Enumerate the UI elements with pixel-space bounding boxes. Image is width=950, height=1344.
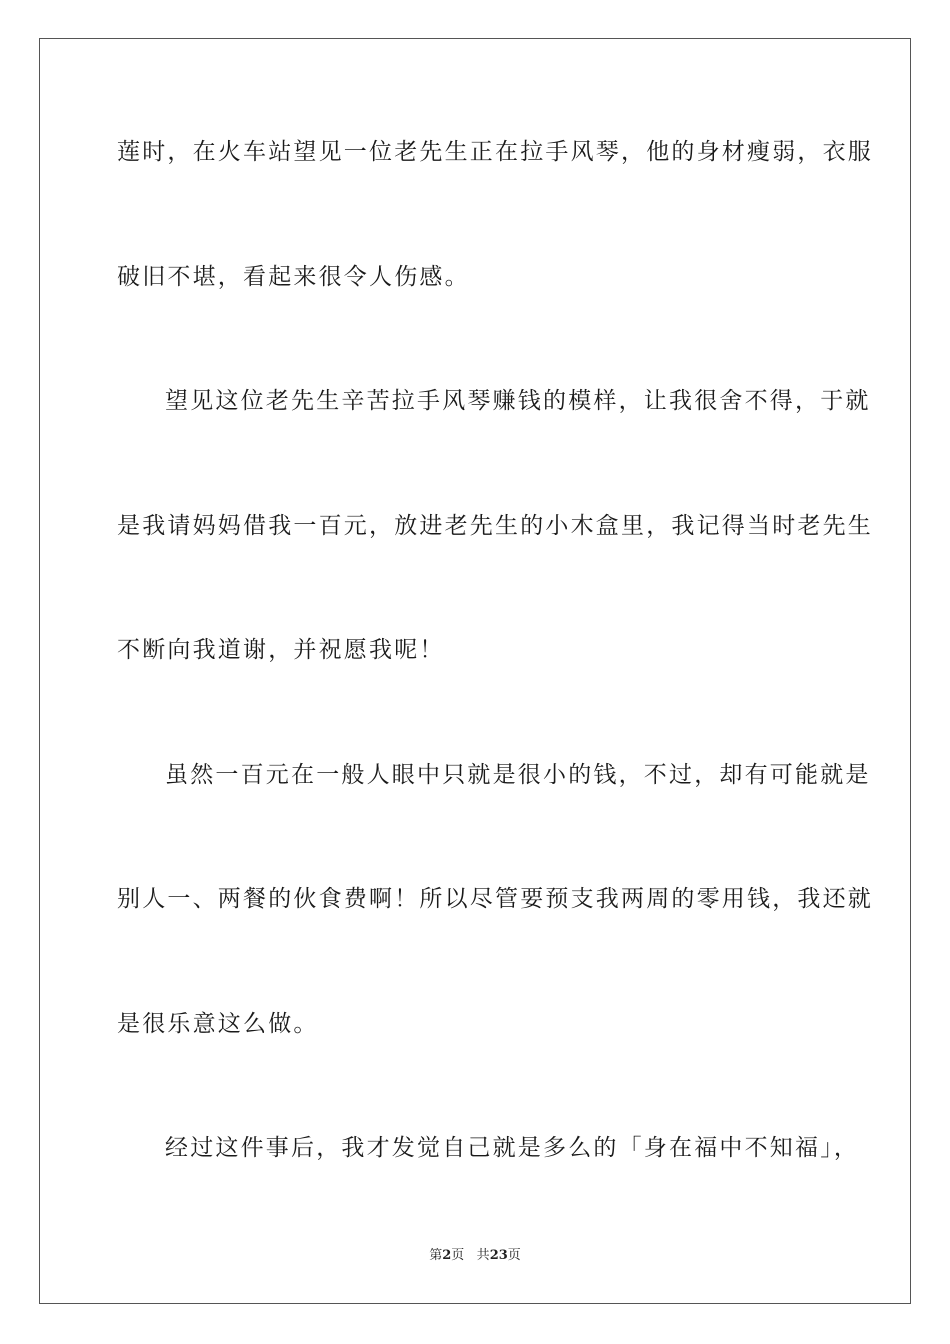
- paragraph-start-line: 经过这件事后，我才发觉自己就是多么的「身在福中不知福」，: [165, 1135, 860, 1161]
- page-number: 2: [442, 1248, 452, 1263]
- page-border: [39, 38, 911, 1304]
- page-prefix: 第: [429, 1248, 443, 1263]
- paragraph-start-line: 望见这位老先生辛苦拉手风琴赚钱的模样，让我很舍不得，于就: [165, 388, 871, 414]
- paragraph-start-line: 虽然一百元在一般人眼中只就是很小的钱，不过，却有可能就是: [165, 762, 871, 788]
- body-text-line: 是我请妈妈借我一百元，放进老先生的小木盒里，我记得当时老先生: [117, 513, 873, 539]
- body-text-line: 莲时，在火车站望见一位老先生正在拉手风琴，他的身材瘦弱，衣服: [117, 139, 873, 165]
- page-suffix: 页: [451, 1248, 465, 1263]
- body-text-line: 破旧不堪，看起来很令人伤感。: [117, 264, 470, 290]
- total-pages: 23: [489, 1248, 508, 1263]
- page-footer: [0, 1247, 950, 1265]
- total-prefix: 共: [476, 1248, 490, 1263]
- body-text-line: 别人一、两餐的伙食费啊！所以尽管要预支我两周的零用钱，我还就: [117, 886, 873, 912]
- body-text-line: 不断向我道谢，并祝愿我呢！: [117, 637, 445, 663]
- body-text-line: 是很乐意这么做。: [117, 1011, 319, 1037]
- total-suffix: 页: [507, 1248, 521, 1263]
